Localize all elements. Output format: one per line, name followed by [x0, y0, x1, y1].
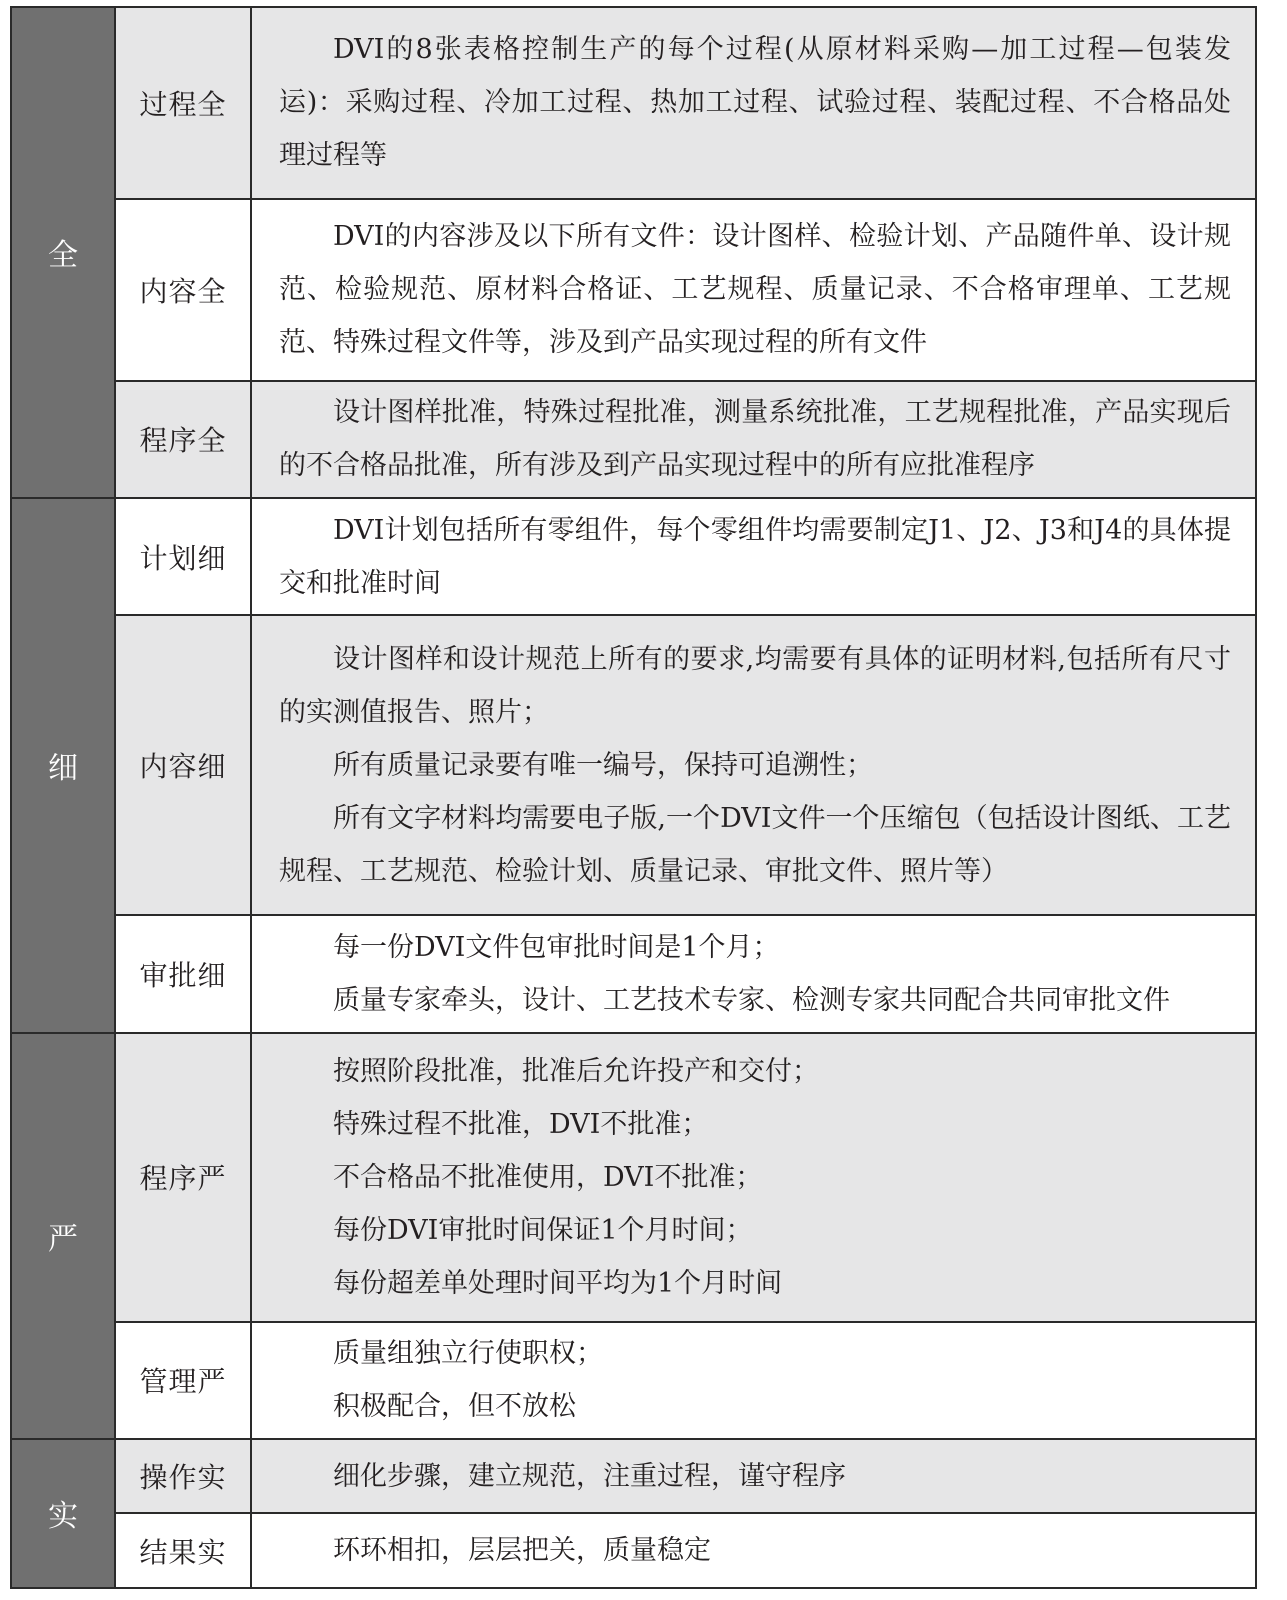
content-paragraph: 设计图样批准，特殊过程批准，测量系统批准，工艺规程批准，产品实现后的不合格品批准，所有涉及到产品实现过程中的所有应批准程序 — [279, 397, 1231, 482]
content-paragraph: DVI的内容涉及以下所有文件：设计图样、检验计划、产品随件单、设计规范、检验规范、原材料合格证、工艺规程、质量记录、不合格审理单、工艺规范、特殊过程文件等，涉及到产品实现过程的所有文件 — [279, 221, 1231, 359]
content-cell — [251, 381, 1256, 498]
content-paragraph: 环环相扣，层层把关，质量稳定 — [333, 1535, 711, 1567]
table-row — [11, 615, 1256, 915]
content-paragraph: 积极配合，但不放松 — [333, 1391, 576, 1423]
category-cell-quan: 全 — [11, 7, 115, 498]
content-cell — [251, 1033, 1256, 1322]
content-cell — [251, 199, 1256, 381]
category-cell-xi: 细 — [11, 498, 115, 1033]
sub-category-cell: 结果实 — [115, 1513, 251, 1588]
content-paragraph: 不合格品不批准使用，DVI不批准； — [333, 1161, 763, 1193]
content-paragraph: 按照阶段批准，批准后允许投产和交付； — [333, 1055, 819, 1087]
sub-category-cell: 操作实 — [115, 1439, 251, 1514]
content-paragraph: 特殊过程不批准，DVI不批准； — [333, 1108, 709, 1140]
table-row — [11, 1439, 1256, 1514]
dvi-principles-table — [10, 6, 1257, 1589]
table-row — [11, 498, 1256, 615]
content-paragraph: 设计图样和设计规范上所有的要求,均需要有具体的证明材料,包括所有尺寸的实测值报告、照片； — [279, 643, 1231, 728]
content-cell — [251, 915, 1256, 1032]
sub-category-cell: 内容全 — [115, 199, 251, 381]
content-cell — [251, 7, 1256, 199]
table-row — [11, 199, 1256, 381]
table-row — [11, 915, 1256, 1032]
sub-category-cell: 审批细 — [115, 915, 251, 1032]
content-paragraph: 所有质量记录要有唯一编号，保持可追溯性； — [333, 749, 873, 781]
table-row — [11, 1513, 1256, 1588]
content-paragraph: DVI计划包括所有零组件，每个零组件均需要制定J1、J2、J3和J4的具体提交和批准时间 — [279, 514, 1231, 599]
category-cell-shi: 实 — [11, 1439, 115, 1588]
sub-category-cell: 过程全 — [115, 7, 251, 199]
content-paragraph: 每一份DVI文件包审批时间是1个月； — [333, 932, 780, 964]
sub-category-cell: 计划细 — [115, 498, 251, 615]
table-row — [11, 1322, 1256, 1439]
sub-category-cell: 内容细 — [115, 615, 251, 915]
table-row — [11, 7, 1256, 199]
content-paragraph: 每份超差单处理时间平均为1个月时间 — [333, 1267, 783, 1299]
content-paragraph: DVI的8张表格控制生产的每个过程(从原材料采购—加工过程—包装发运)：采购过程、冷加工过程、热加工过程、试验过程、装配过程、不合格品处理过程等 — [279, 34, 1231, 172]
content-cell — [251, 498, 1256, 615]
content-cell — [251, 1513, 1256, 1588]
sub-category-cell: 程序全 — [115, 381, 251, 498]
content-cell — [251, 615, 1256, 915]
content-paragraph: 细化步骤，建立规范，注重过程，谨守程序 — [333, 1460, 846, 1492]
content-paragraph: 质量专家牵头，设计、工艺技术专家、检测专家共同配合共同审批文件 — [333, 985, 1170, 1017]
table-row — [11, 1033, 1256, 1322]
table-row — [11, 381, 1256, 498]
content-paragraph: 所有文字材料均需要电子版,一个DVI文件一个压缩包（包括设计图纸、工艺规程、工艺规范、检验计划、质量记录、审批文件、照片等） — [279, 802, 1231, 887]
category-cell-yan: 严 — [11, 1033, 115, 1439]
content-paragraph: 每份DVI审批时间保证1个月时间； — [333, 1214, 753, 1246]
sub-category-cell: 程序严 — [115, 1033, 251, 1322]
content-cell — [251, 1439, 1256, 1514]
content-paragraph: 质量组独立行使职权； — [333, 1338, 603, 1370]
sub-category-cell: 管理严 — [115, 1322, 251, 1439]
content-cell — [251, 1322, 1256, 1439]
